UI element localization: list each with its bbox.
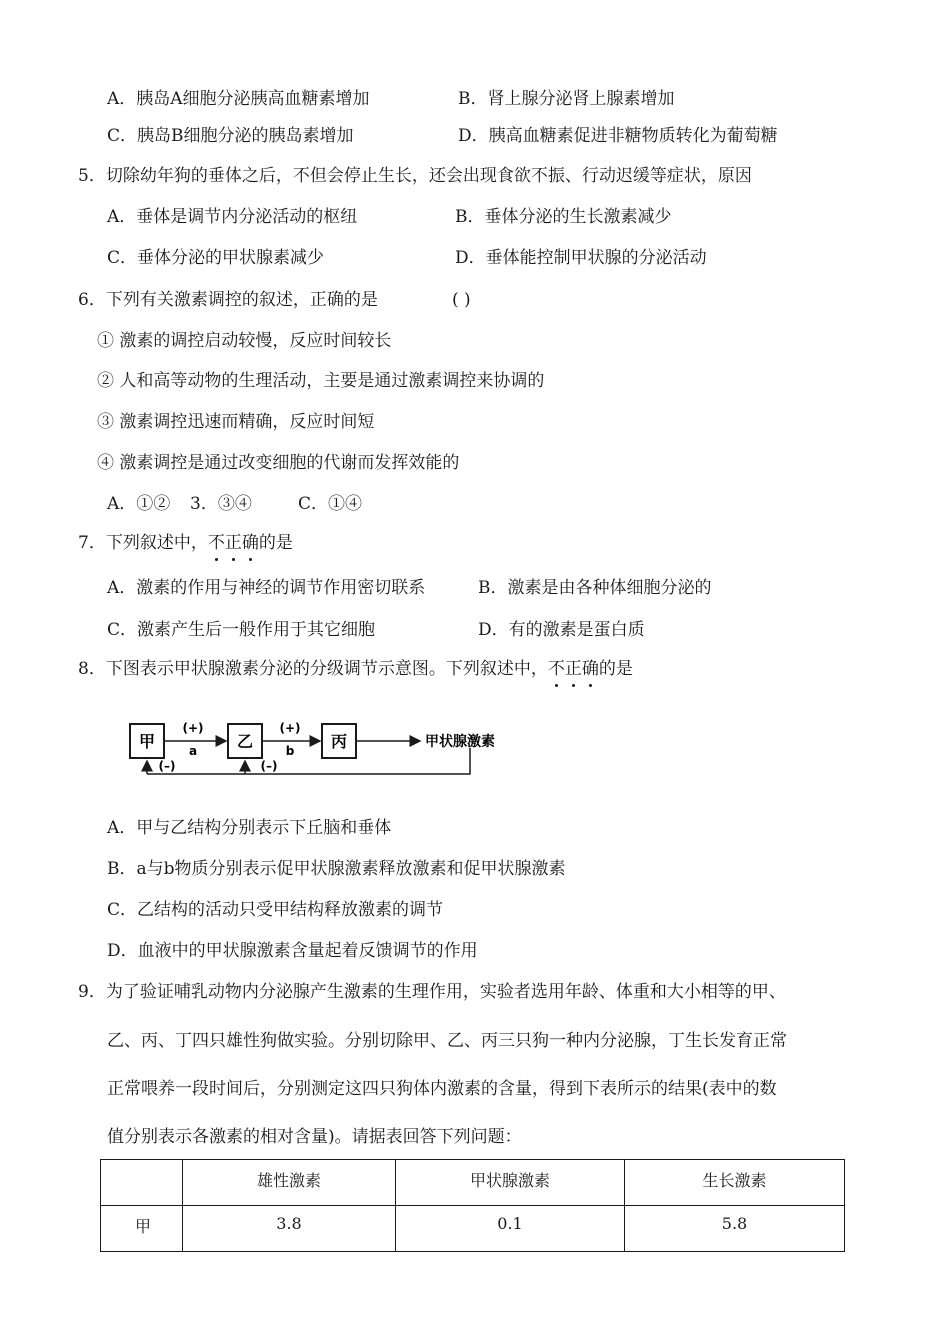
table-cell: 5.8 <box>625 1206 845 1252</box>
q7-stem <box>78 532 293 554</box>
box-jia-label: 甲 <box>138 732 156 751</box>
q7-option-d: D．有的激素是蛋白质 <box>478 620 645 640</box>
sub-label-a: a <box>188 744 198 758</box>
q6-statement-2: ② 人和高等动物的生理活动，主要是通过激素调控来协调的 <box>97 371 545 391</box>
sub-label-b: b <box>285 744 295 758</box>
q6-answer-paren: ( ) <box>452 290 471 310</box>
q9-line-3: 正常喂养一段时间后，分别测定这四只狗体内激素的含量，得到下表所示的结果(表中的数 <box>107 1079 777 1099</box>
table-header-cell: 甲状腺激素 <box>396 1160 625 1206</box>
table-header-cell <box>101 1160 183 1206</box>
hormone-regulation-diagram <box>120 712 520 782</box>
table-cell: 3.8 <box>183 1206 396 1252</box>
q7-emphasis-char: 确 <box>241 533 259 553</box>
q9-line-1: 9．为了验证哺乳动物内分泌腺产生激素的生理作用，实验者选用年龄、体重和大小相等的甲、 <box>78 982 786 1002</box>
q5-option-d: D．垂体能控制甲状腺的分泌活动 <box>455 248 707 268</box>
q4-option-a: A．胰岛A细胞分泌胰高血糖素增加 <box>107 89 370 109</box>
q6-statement-3: ③ 激素调控迅速而精确，反应时间短 <box>97 412 375 432</box>
q5-option-b: B．垂体分泌的生长激素减少 <box>455 207 672 227</box>
q5-option-c: C．垂体分泌的甲状腺素减少 <box>107 248 325 268</box>
q8-emphasis-char: 确 <box>581 659 599 679</box>
q8-option-a: A．甲与乙结构分别表示下丘脑和垂体 <box>107 818 392 838</box>
q8-emphasis-char: 正 <box>564 659 582 679</box>
q4-option-d: D．胰高血糖素促进非糖物质转化为葡萄糖 <box>458 126 778 146</box>
plus-label-2: (+) <box>279 721 301 735</box>
q9-line-2: 乙、丙、丁四只雄性狗做实验。分别切除甲、乙、丙三只狗一种内分泌腺，丁生长发育正常 <box>107 1031 787 1051</box>
q5-stem: 5．切除幼年狗的垂体之后，不但会停止生长，还会出现食欲不振、行动迟缓等症状，原因 <box>78 166 752 186</box>
q9-line-4: 值分别表示各激素的相对含量)。请据表回答下列问题： <box>107 1127 522 1147</box>
q6-statement-4: ④ 激素调控是通过改变细胞的代谢而发挥效能的 <box>97 453 460 473</box>
table-header-cell: 生长激素 <box>625 1160 845 1206</box>
q8-option-b: B．a与b物质分别表示促甲状腺激素释放激素和促甲状腺激素 <box>107 859 566 879</box>
q7-emphasis-char: 正 <box>224 533 242 553</box>
q7-stem-pre: 7．下列叙述中， <box>78 533 208 553</box>
q4-option-c: C．胰岛B细胞分泌的胰岛素增加 <box>107 126 354 146</box>
q7-option-b: B．激素是由各种体细胞分泌的 <box>478 578 712 598</box>
q8-option-d: D．血液中的甲状腺激素含量起着反馈调节的作用 <box>107 941 478 961</box>
table-header-cell: 雄性激素 <box>183 1160 396 1206</box>
q7-option-c: C．激素产生后一般作用于其它细胞 <box>107 620 376 640</box>
output-label: 甲状腺激素 <box>425 734 495 750</box>
table-cell: 0.1 <box>396 1206 625 1252</box>
q7-option-a: A．激素的作用与神经的调节作用密切联系 <box>107 578 426 598</box>
q8-option-c: C．乙结构的活动只受甲结构释放激素的调节 <box>107 900 444 920</box>
minus-label-1: (–) <box>158 759 176 773</box>
q6-stem: 6．下列有关激素调控的叙述，正确的是 <box>78 290 378 310</box>
q4-option-b: B．肾上腺分泌肾上腺素增加 <box>458 89 675 109</box>
q6-option-c: C．①④ <box>298 494 363 514</box>
q8-stem-pre: 8．下图表示甲状腺激素分泌的分级调节示意图。下列叙述中， <box>78 659 548 679</box>
q6-statement-1: ① 激素的调控启动较慢，反应时间较长 <box>97 331 392 351</box>
q7-emphasis-char: 不 <box>207 533 225 553</box>
plus-label-1: (+) <box>182 721 204 735</box>
minus-label-2: (–) <box>260 759 278 773</box>
q8-stem <box>78 658 633 680</box>
box-yi-label: 乙 <box>236 732 254 751</box>
table-header-row <box>101 1160 845 1206</box>
q8-emphasis-char: 不 <box>547 659 565 679</box>
table-row <box>101 1206 845 1252</box>
table-cell: 甲 <box>101 1206 183 1252</box>
box-bing-label: 丙 <box>330 732 348 751</box>
q8-stem-post: 的是 <box>598 659 633 679</box>
q6-option-a: A．①② <box>107 494 171 514</box>
q6-option-b: 3．③④ <box>190 494 252 514</box>
q7-stem-post: 的是 <box>258 533 293 553</box>
hormone-table <box>100 1159 845 1252</box>
q5-option-a: A．垂体是调节内分泌活动的枢纽 <box>107 207 358 227</box>
